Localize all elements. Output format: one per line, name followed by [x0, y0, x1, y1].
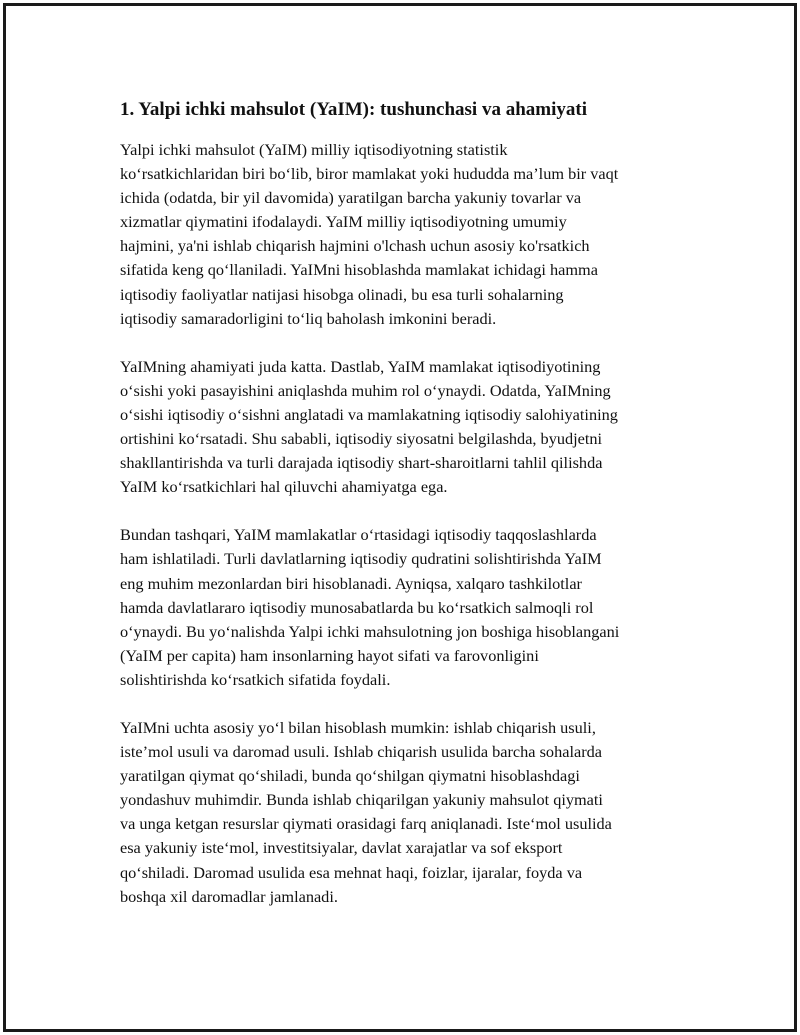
- page-frame: [3, 3, 797, 1032]
- text-line: iqtisodiy faoliyatlar natijasi hisobga olinadi, bu esa turli sohalarning: [120, 284, 564, 304]
- text-line: YaIMning ahamiyati juda katta. Dastlab, YaIM mamlakat iqtisodiyotining: [120, 356, 601, 376]
- text-line: ichida (odatda, bir yil davomida) yaratilgan barcha yakuniy tovarlar va: [120, 188, 582, 208]
- text-line: Bundan tashqari, YaIM mamlakatlar o‘rtasidagi iqtisodiy taqqoslashlarda: [120, 525, 597, 545]
- text-line: (YaIM per capita) ham insonlarning hayot sifati va farovonligini: [120, 645, 539, 665]
- text-line: yondashuv muhimdir. Bunda ishlab chiqarilgan yakuniy mahsulot qiymati: [120, 790, 603, 810]
- paragraph-calculation-methods: [120, 716, 705, 909]
- text-line: solishtirishda ko‘rsatkich sifatida foydali.: [120, 669, 391, 689]
- page-content: [120, 98, 705, 933]
- text-line: ham ishlatiladi. Turli davlatlarning iqtisodiy qudratini solishtirishda YaIM: [120, 549, 602, 569]
- text-line: va unga ketgan resurslar qiymati orasidagi farq aniqlanadi. Iste‘mol usulida: [120, 814, 612, 834]
- text-line: ortishini ko‘rsatadi. Shu sababli, iqtisodiy siyosatni belgilashda, byudjetni: [120, 429, 603, 449]
- text-line: esa yakuniy iste‘mol, investitsiyalar, davlat xarajatlar va sof eksport: [120, 838, 563, 858]
- paragraph-comparison: [120, 523, 705, 692]
- text-line: shakllantirishda va turli darajada iqtisodiy shart-sharoitlarni tahlil qilishda: [120, 453, 603, 473]
- text-line: iste’mol usuli va daromad usuli. Ishlab chiqarish usulida barcha sohalarda: [120, 742, 602, 762]
- text-line: eng muhim mezonlardan biri hisoblanadi. Ayniqsa, xalqaro tashkilotlar: [120, 573, 582, 593]
- paragraph-importance: [120, 355, 705, 500]
- text-line: o‘sishi yoki pasayishini aniqlashda muhim rol o‘ynaydi. Odatda, YaIMning: [120, 380, 611, 400]
- text-line: ko‘rsatkichlaridan biri bo‘lib, biror mamlakat yoki hududda ma’lum bir vaqt: [120, 164, 619, 184]
- text-line: hamda davlatlararo iqtisodiy munosabatlarda bu ko‘rsatkich salmoqli rol: [120, 597, 594, 617]
- text-line: iqtisodiy samaradorligini to‘liq baholash imkonini beradi.: [120, 308, 497, 328]
- text-line: o‘ynaydi. Bu yo‘nalishda Yalpi ichki mahsulotning jon boshiga hisoblangani: [120, 621, 620, 641]
- text-line: sifatida keng qo‘llaniladi. YaIMni hisoblashda mamlakat ichidagi hamma: [120, 260, 598, 280]
- text-line: xizmatlar qiymatini ifodalaydi. YaIM milliy iqtisodiyotning umumiy: [120, 212, 567, 232]
- page-title: 1. Yalpi ichki mahsulot (YaIM): tushunchasi va ahamiyati: [120, 99, 587, 120]
- paragraph-definition: [120, 138, 705, 331]
- text-line: yaratilgan qiymat qo‘shiladi, bunda qo‘shilgan qiymatni hisoblashdagi: [120, 766, 580, 786]
- text-line: YaIMni uchta asosiy yo‘l bilan hisoblash mumkin: ishlab chiqarish usuli,: [120, 717, 596, 737]
- text-line: Yalpi ichki mahsulot (YaIM) milliy iqtisodiyotning statistik: [120, 140, 508, 159]
- text-line: hajmini, ya'ni ishlab chiqarish hajmini o'lchash uchun asosiy ko'rsatkich: [120, 236, 590, 256]
- text-line: qo‘shiladi. Daromad usulida esa mehnat haqi, foizlar, ijaralar, foyda va: [120, 862, 583, 882]
- text-line: o‘sishi iqtisodiy o‘sishni anglatadi va mamlakatning iqtisodiy salohiyatining: [120, 404, 618, 424]
- text-line: boshqa xil daromadlar jamlanadi.: [120, 886, 338, 906]
- text-line: YaIM ko‘rsatkichlari hal qiluvchi ahamiyatga ega.: [120, 477, 448, 497]
